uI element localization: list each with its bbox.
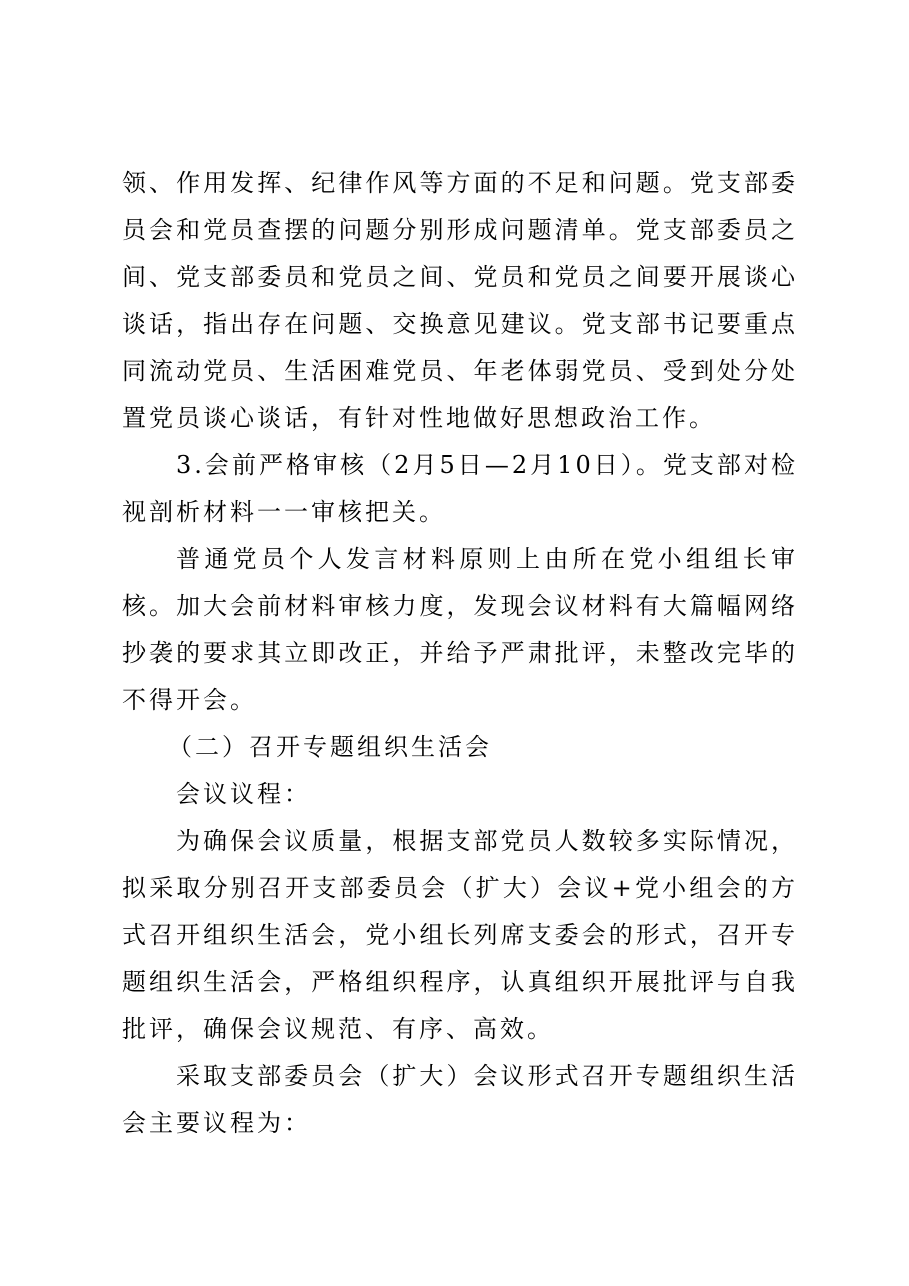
paragraph-material-review: 普通党员个人发言材料原则上由所在党小组组长审核。加大会前材料审核力度，发现会议材料有大篇幅网络抄袭的要求其立即改正，并给予严肃批评，未整改完毕的不得开会。 <box>122 545 798 714</box>
paragraph-pre-meeting-review: 3.会前严格审核（2月5日—2月10日）。党支部对检视剖析材料一一审核把关。 <box>122 451 798 526</box>
paragraph-agenda-label: 会议议程： <box>176 780 311 808</box>
document-body <box>122 160 798 1147</box>
section-heading: （二）召开专题组织生活会 <box>168 733 492 761</box>
paragraph-meeting-format: 为确保会议质量，根据支部党员人数较多实际情况，拟采取分别召开支部委员会（扩大）会议+党小组会的方式召开组织生活会，党小组长列席支委会的形式，召开专题组织生活会，严格组织程序，认真组织开展批评与自我批评，确保会议规范、有序、高效。 <box>122 827 798 1043</box>
paragraph-main-agenda: 采取支部委员会（扩大）会议形式召开专题组织生活会主要议程为： <box>122 1062 798 1137</box>
paragraph-continued-text: 领、作用发挥、纪律作风等方面的不足和问题。党支部委员会和党员查摆的问题分别形成问题清单。党支部委员之间、党支部委员和党员之间、党员和党员之间要开展谈心谈话，指出存在问题、交换意见建议。党支部书记要重点同流动党员、生活困难党员、年老体弱党员、受到处分处置党员谈心谈话，有针对性地做好思想政治工作。 <box>122 169 798 432</box>
